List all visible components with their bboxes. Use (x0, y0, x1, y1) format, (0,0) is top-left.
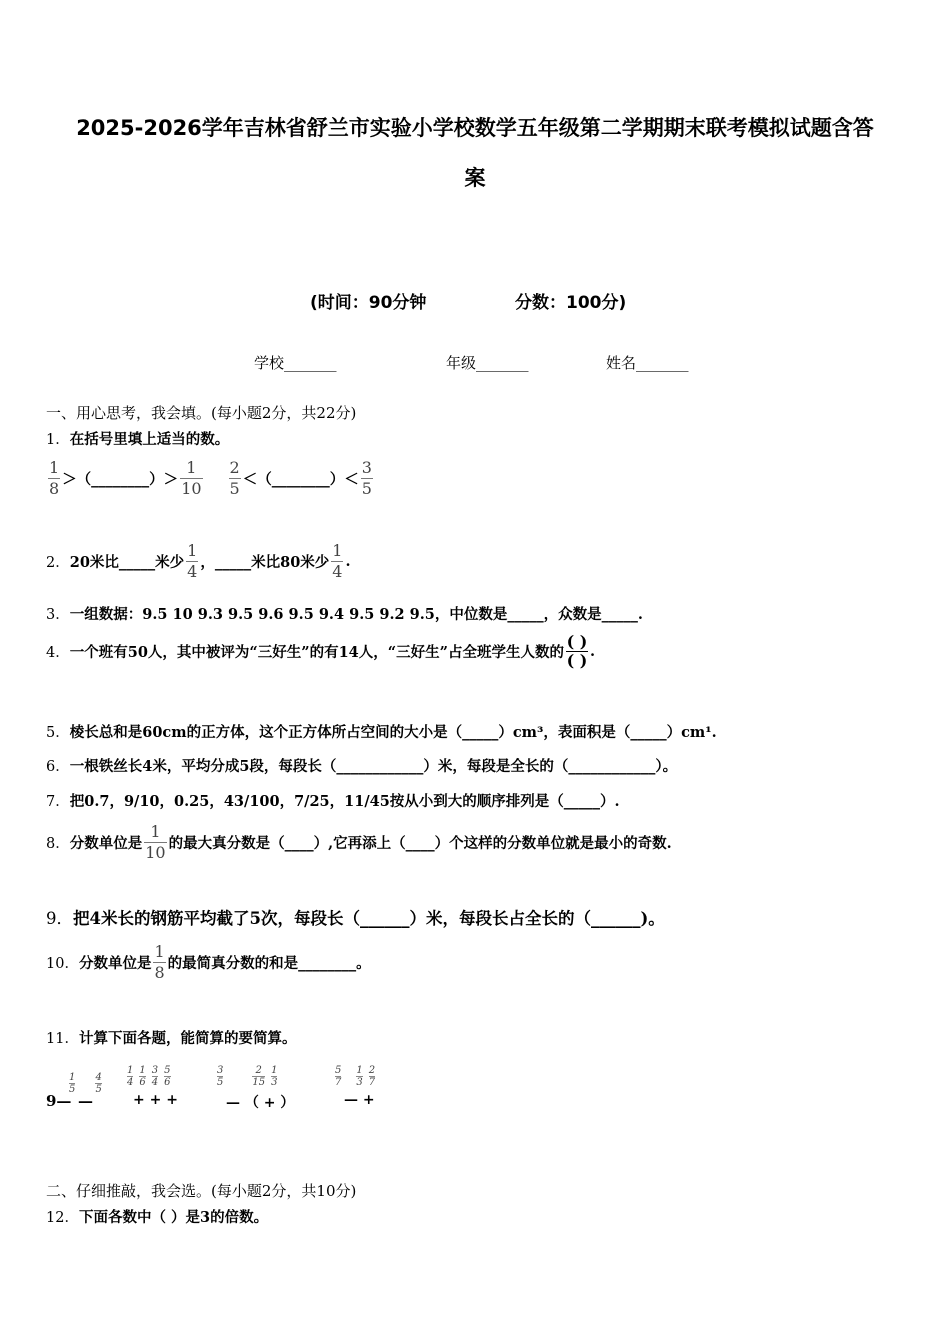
school-field: 学校_______ (254, 354, 337, 372)
question-text-a: 分数单位是 (69, 835, 143, 852)
question-6 (46, 755, 677, 776)
fraction: $\frac{1}{6}$ (139, 1065, 146, 1088)
expr-2-ops: + + + (133, 1092, 178, 1108)
question-number: 7． (46, 794, 70, 810)
title-line-2: 案 (464, 166, 486, 190)
section-1-heading: 一、用心思考，我会填。(每小题2分，共22分) (46, 404, 357, 422)
question-8 (46, 822, 672, 863)
fraction: $\frac{1}{3}$ (271, 1065, 278, 1088)
fraction: $\frac{1}{5}$ (69, 1072, 76, 1095)
question-number: 6． (46, 759, 70, 775)
exam-time: (时间：90分钟 (310, 293, 427, 313)
question-text: 棱长总和是60cm的正方体，这个正方体所占空间的大小是（_____）cm³，表面积是（_____）cm¹. (69, 724, 717, 741)
fraction: $\frac{1}{10}$ (145, 822, 166, 862)
fraction: $\frac{2}{5}$ (229, 458, 240, 498)
expr-4-ops: — + (344, 1092, 375, 1108)
question-number: 4． (46, 645, 70, 661)
question-number: 8． (46, 836, 70, 852)
question-1-expression (46, 458, 375, 499)
question-text: 一个班有50人，其中被评为“三好生”的有14人，“三好生”占全班学生人数的 (69, 644, 564, 661)
fraction: $\frac{1}{4}$ (332, 541, 343, 581)
fraction: $\frac{1}{10}$ (181, 458, 202, 498)
question-number: 2． (46, 555, 70, 571)
exam-score: 分数：100分) (515, 293, 627, 313)
question-number: 1． (46, 432, 70, 448)
fraction: $\frac{1}{4}$ (187, 541, 198, 581)
question-3 (46, 603, 643, 624)
question-number: 10． (46, 956, 79, 972)
fraction: $\frac{1}{8}$ (49, 458, 60, 498)
question-10 (46, 942, 371, 983)
question-4 (46, 633, 595, 670)
inequality-1: ＞（________）＞ (62, 471, 179, 488)
question-number: 5． (46, 725, 70, 741)
question-number: 3． (46, 607, 70, 623)
question-text: 一组数据：9.5 10 9.3 9.5 9.6 9.5 9.4 9.5 9.2 9.5，中位数是_____，众数是_____. (69, 606, 643, 623)
expr-4-fractions (332, 1065, 378, 1088)
expr-2-fractions (124, 1065, 174, 1088)
question-text: 一根铁丝长4米，平均分成5段，每段长（____________）米，每段是全长的（____________）。 (69, 758, 678, 775)
question-2 (46, 541, 351, 582)
question-5 (46, 721, 717, 742)
question-text-b: ，_____米比80米少 (200, 554, 330, 571)
inequality-2: ＜（________）＜ (242, 471, 359, 488)
expr-3-fractions (214, 1065, 280, 1088)
question-12 (46, 1206, 268, 1227)
expr-3-ops: — （ + ） (226, 1095, 295, 1111)
blank-fraction: ( ) ( ) (566, 632, 588, 670)
name-field: 姓名_______ (606, 354, 689, 372)
fraction: $\frac{3}{5}$ (217, 1065, 224, 1088)
question-text-a: 20米比_____米少 (69, 554, 185, 571)
question-text-b: 的最大真分数是（____）,它再添上（____）个这样的分数单位就是最小的奇数. (168, 835, 672, 852)
question-11 (46, 1027, 296, 1048)
fraction: $\frac{5}{6}$ (164, 1065, 171, 1088)
question-1 (46, 428, 229, 449)
fraction: $\frac{2}{15}$ (252, 1065, 266, 1088)
question-7 (46, 790, 620, 811)
question-text: 把4米长的钢筋平均截了5次，每段长（______）米，每段长占全长的（______)。 (73, 909, 665, 928)
question-number: 11． (46, 1031, 79, 1047)
question-number: 9． (46, 909, 73, 928)
expr-1-op: — (78, 1092, 93, 1110)
question-text: 计算下面各题，能简算的要简算。 (78, 1030, 297, 1047)
fraction: $\frac{1}{8}$ (154, 942, 165, 982)
question-text: 在括号里填上适当的数。 (69, 431, 230, 448)
question-number: 12． (46, 1210, 79, 1226)
question-text: 下面各数中（ ）是3的倍数。 (78, 1209, 269, 1226)
question-end: . (345, 553, 351, 570)
question-9 (46, 905, 665, 929)
question-end: . (589, 643, 596, 660)
fraction: $\frac{5}{7}$ (335, 1065, 342, 1088)
fraction: $\frac{2}{7}$ (368, 1065, 376, 1088)
section-2-heading: 二、仔细推敲，我会选。(每小题2分，共10分) (46, 1182, 357, 1200)
expr-1-lead: 9— (46, 1092, 72, 1110)
grade-field: 年级_______ (446, 354, 529, 372)
fraction: $\frac{3}{4}$ (151, 1065, 159, 1088)
question-text-a: 分数单位是 (78, 955, 152, 972)
question-text-b: 的最简真分数的和是________。 (167, 955, 371, 972)
fraction: $\frac{1}{4}$ (127, 1065, 134, 1088)
fraction: $\frac{3}{5}$ (361, 458, 372, 498)
question-text: 把0.7，9/10，0.25，43/100，7/25，11/45按从小到大的顺序排列是（_____）. (69, 793, 620, 810)
title-line-1: 2025-2026学年吉林省舒兰市实验小学校数学五年级第二学期期末联考模拟试题含答 (76, 116, 874, 140)
fraction: $\frac{4}{5}$ (95, 1072, 102, 1095)
expr-1-fractions (66, 1065, 105, 1095)
fraction: $\frac{1}{3}$ (356, 1065, 363, 1088)
